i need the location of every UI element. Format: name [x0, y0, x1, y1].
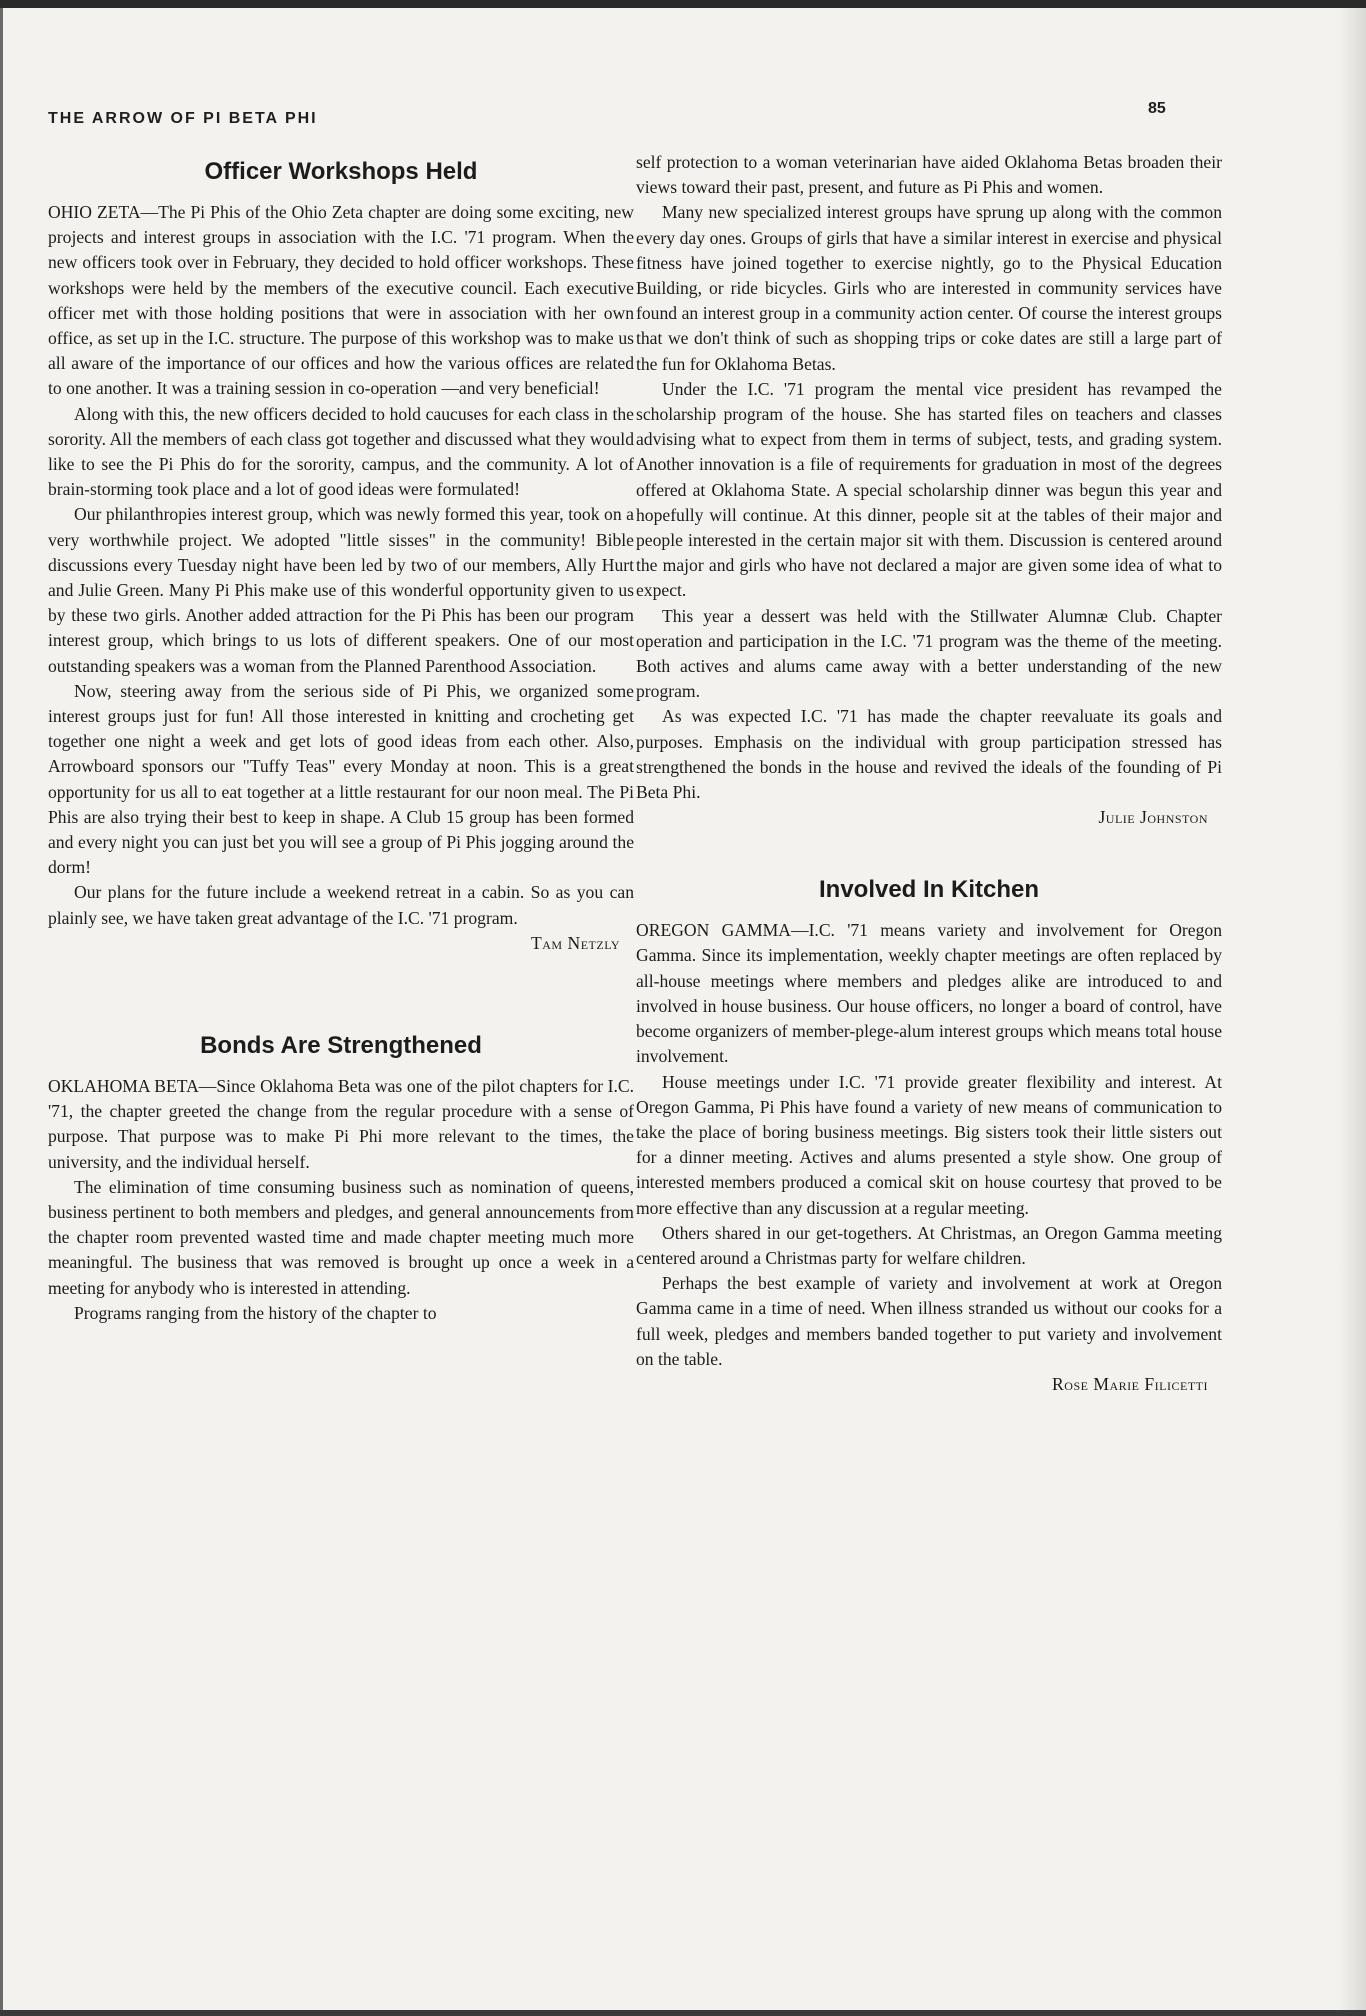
article-signature: Tam Netzly — [531, 932, 620, 953]
article-paragraph: The elimination of time consuming business such as nomination of queens, business pertinent to both members and pledges, and general announcements from the chapter room prevented wasted time and made chapter meeting much more meaningful. The business that was removed is brought up once a week in a meeting for anybody who is interested in attending. — [48, 1176, 634, 1298]
article-paragraph: Perhaps the best example of variety and involvement at work at Oregon Gamma came in a time of need. When illness stranded us without our cooks for a full week, pledges and members banded together to put variety and involvement on the table. — [636, 1273, 1222, 1369]
article-paragraph: Our philanthropies interest group, which was newly formed this year, took on a very worthwhile project. We adopted "little sisses" in the community! Bible discussions every Tuesday night have been led by two of our members, Ally Hurt and Julie Green. Many Pi Phis make use of this wonderful opportunity given to us by these two girls. Another added attraction for the Pi Phis has been our program interest group, which brings to us lots of different speakers. One of our most outstanding speakers was a woman from the Planned Parenthood Association. — [48, 504, 634, 676]
scan-edge-top — [0, 0, 1366, 8]
article-title: Involved In Kitchen — [818, 876, 1040, 904]
page-number: 85 — [1148, 100, 1166, 117]
article-paragraph: OHIO ZETA—The Pi Phis of the Ohio Zeta chapter are doing some exciting, new projects and interest groups in association with the I.C. '71 program. When the new officers took over in February, they decided to hold officer workshops. These workshops were held by the members of the executive council. Each executive officer met with those holding positions that were in association with her own office, as set up in the I.C. structure. The purpose of this workshop was to make us all aware of the importance of our offices and how the various offices are related to one another. It was a training session in co-operation —and very beneficial! — [48, 202, 634, 399]
article-paragraph: House meetings under I.C. '71 provide greater flexibility and interest. At Oregon Gamma, Pi Phis have found a variety of new means of communication to take the place of boring business meetings. Big sisters took their little sisters out for a dinner meeting. Actives and alums presented a style show. One group of interested members produced a comical skit on house courtesy that proved to be more effective than any discussion at a regular meeting. — [636, 1071, 1222, 1218]
article-bonds-strengthened-continued — [636, 150, 1222, 828]
article-spacer — [48, 954, 634, 1024]
article-paragraph: This year a dessert was held with the Stillwater Alumnæ Club. Chapter operation and participation in the I.C. '71 program was the theme of the meeting. Both actives and alums came away with a better understanding of the new program. — [636, 605, 1222, 702]
article-signature: Rose Marie Filicetti — [1052, 1373, 1208, 1394]
article-title: Officer Workshops Held — [204, 158, 478, 185]
article-signature: Julie Johnston — [1098, 807, 1208, 828]
article-paragraph: Programs ranging from the history of the chapter to — [74, 1302, 437, 1323]
article-involved-in-kitchen — [636, 876, 1222, 1395]
scan-edge-left — [0, 8, 3, 2010]
article-officer-workshops — [48, 158, 634, 954]
article-paragraph: Now, steering away from the serious side of Pi Phis, we organized some interest groups just for fun! All those interested in knitting and crocheting get together one night a week and get lots of good ideas from each other. Also, Arrowboard sponsors our "Tuffy Teas" every Monday at noon. This is a great opportunity for us all to eat together at a little restaurant for our noon meal. The Pi Phis are also trying their best to keep in shape. A Club 15 group has been formed and every night you can just bet you will see a group of Pi Phis jogging around the dorm! — [48, 680, 634, 878]
article-paragraph: OREGON GAMMA—I.C. '71 means variety and involvement for Oregon Gamma. Since its implementation, weekly chapter meetings are often replaced by all-house meetings where members and pledges alike are introduced to and involved in house business. Our house officers, no longer a board of control, have become organizers of member-plege-alum interest groups which means total house involvement. — [636, 920, 1222, 1067]
article-spacer — [636, 828, 1222, 876]
left-column — [48, 150, 634, 1326]
scan-edge-bottom — [0, 2010, 1366, 2016]
article-paragraph: As was expected I.C. '71 has made the chapter reevaluate its goals and purposes. Emphasis on the individual with group participation stressed has strengthened the bonds in the house and revived the ideals of the founding of Pi Beta Phi. — [636, 706, 1222, 803]
article-paragraph: OKLAHOMA BETA—Since Oklahoma Beta was one of the pilot chapters for I.C. '71, the chapter greeted the change from the regular procedure with a sense of purpose. That purpose was to make Pi Phi more relevant to the times, the university, and the individual herself. — [48, 1075, 634, 1172]
article-title: Bonds Are Strengthened — [200, 1031, 482, 1059]
article-paragraph: Many new specialized interest groups have sprung up along with the common every day ones. Groups of girls that have a similar interest in exercise and physical fitness have joined together to exercise nightly, go to the Physical Education Building, or ride bicycles. Girls who are interested in community services have found an interest group in a community action center. Of course the interest groups that we don't think of such as shopping trips or coke dates are still a large part of the fun for Oklahoma Betas. — [636, 202, 1222, 374]
scan-edge-right — [1338, 8, 1366, 2010]
right-column — [636, 150, 1222, 1395]
article-bonds-strengthened — [48, 1032, 634, 1326]
running-head: THE ARROW OF PI BETA PHI — [48, 110, 318, 127]
article-paragraph: Under the I.C. '71 program the mental vice president has revamped the scholarship program of the house. She has started files on teachers and classes advising what to expect from them in terms of subject, tests, and grading system. Another innovation is a file of requirements for graduation in most of the degrees offered at Oklahoma State. A special scholarship dinner was begun this year and hopefully will continue. At this dinner, people sit at the tables of their major and people interested in the certain major sit with them. Discussion is centered around the major and girls who have not declared a major are given some idea of what to expect. — [636, 378, 1222, 601]
article-paragraph: Our plans for the future include a weekend retreat in a cabin. So as you can plainly see, we have taken great advantage of the I.C. '71 program. — [48, 882, 634, 928]
article-paragraph: self protection to a woman veterinarian have aided Oklahoma Betas broaden their views toward their past, present, and future as Pi Phis and women. — [636, 152, 1222, 198]
article-paragraph: Along with this, the new officers decided to hold caucuses for each class in the sorority. All the members of each class got together and discussed what they would like to see the Pi Phis do for the sorority, campus, and the community. A lot of brain-storming took place and a lot of good ideas were formulated! — [48, 403, 634, 500]
article-paragraph: Others shared in our get-togethers. At Christmas, an Oregon Gamma meeting centered around a Christmas party for welfare children. — [636, 1222, 1222, 1268]
